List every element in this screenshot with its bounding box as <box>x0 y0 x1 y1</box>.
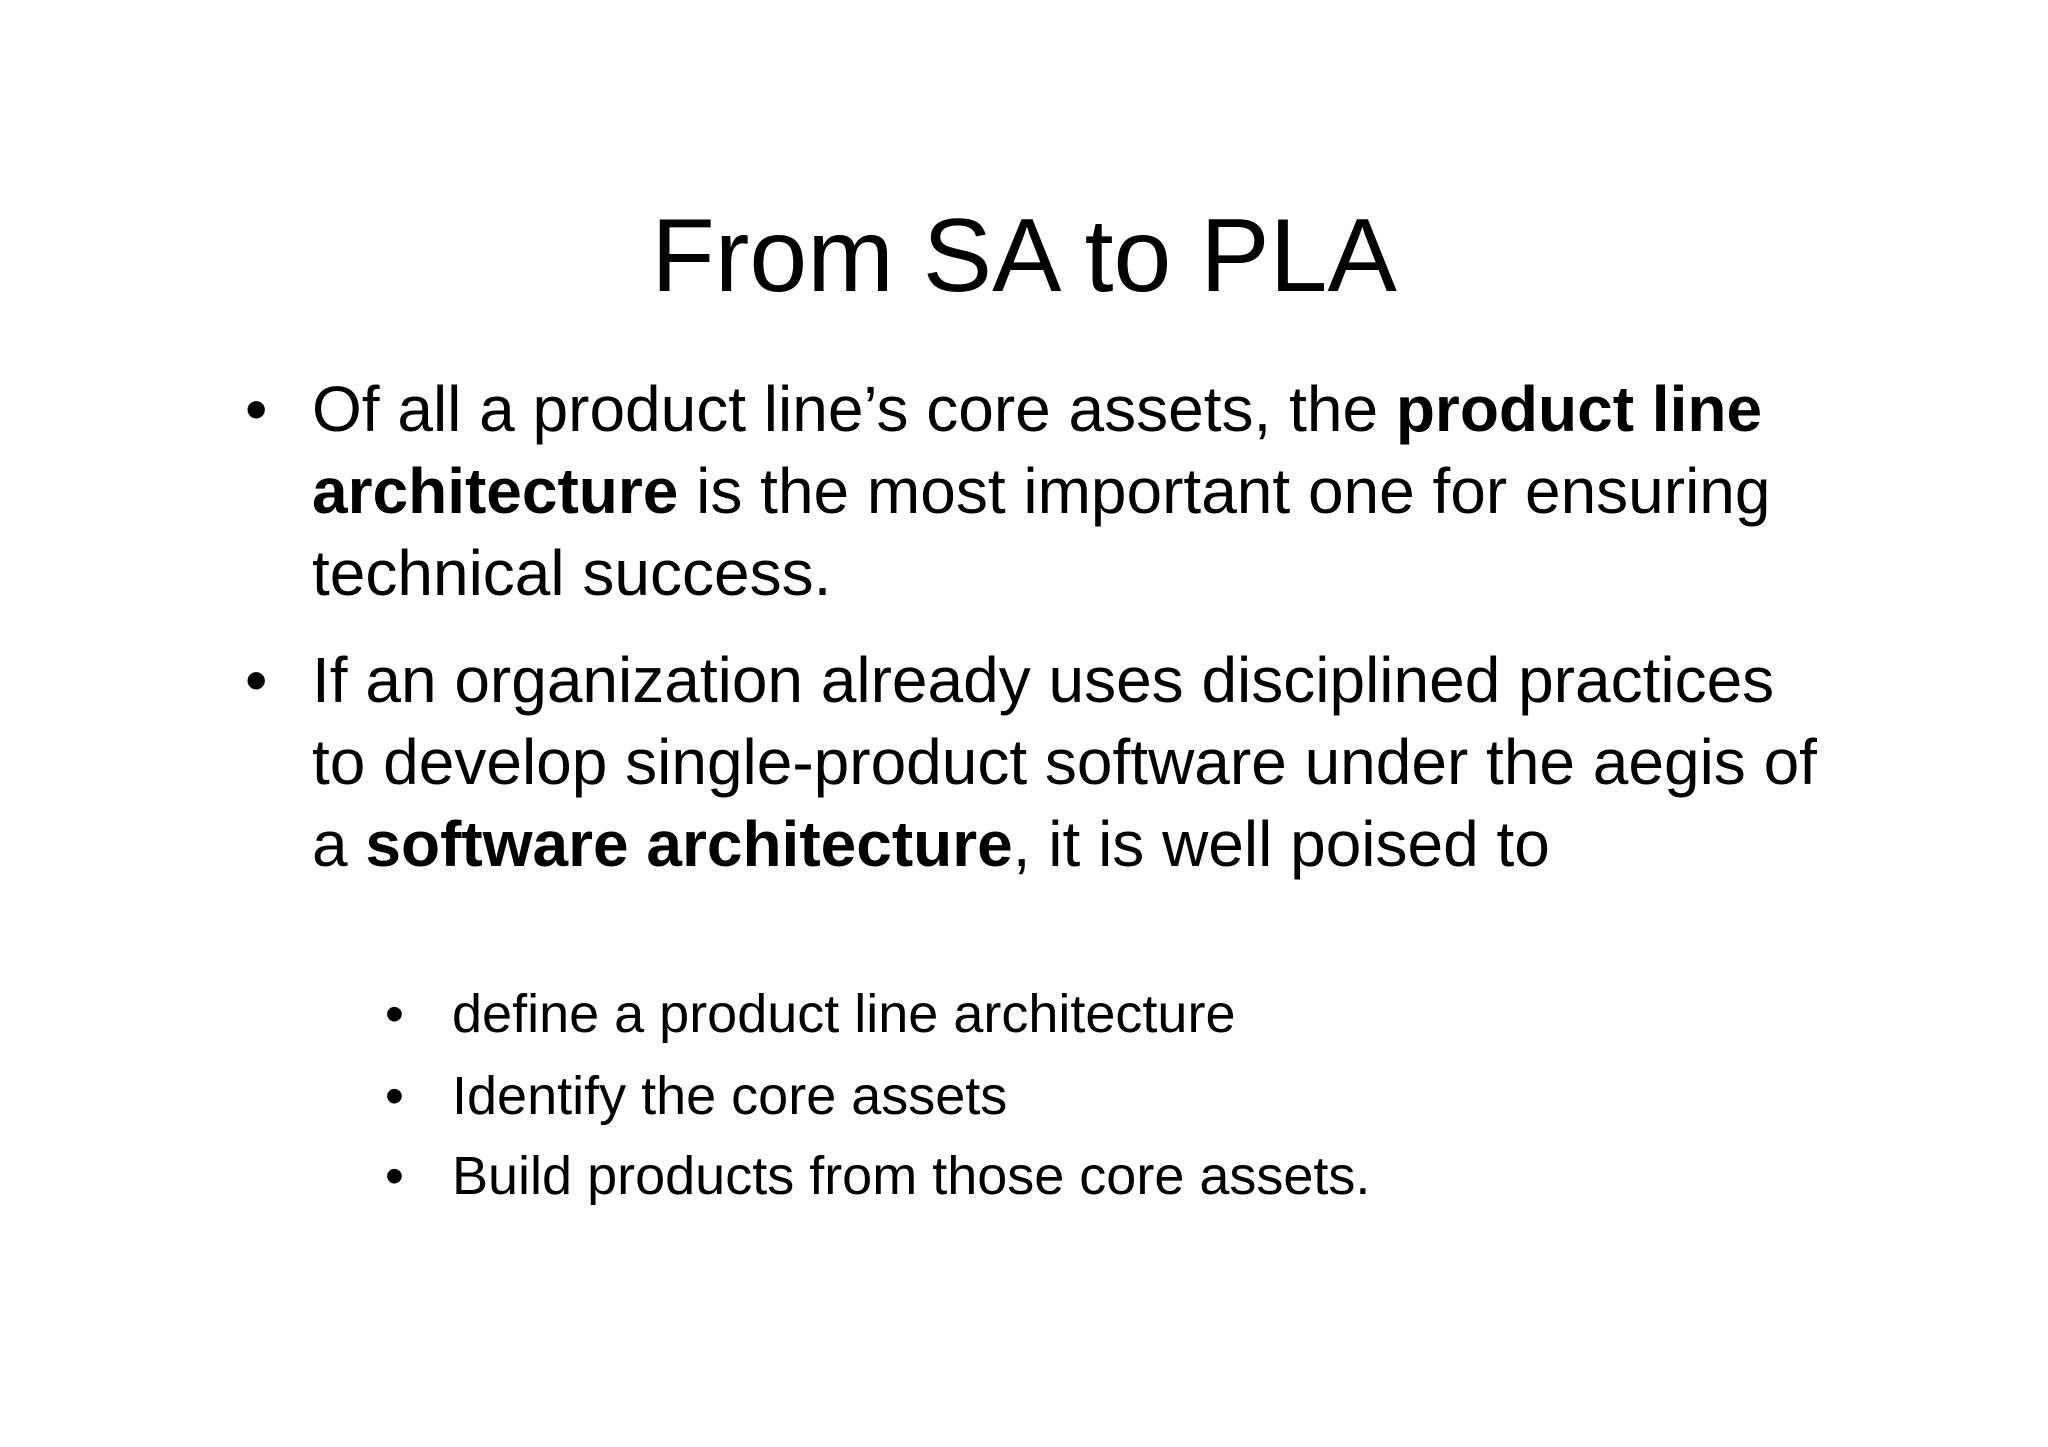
slide-title: From SA to PLA <box>651 198 1397 314</box>
sub-bullet-marker: • <box>385 984 404 1044</box>
bullet-marker: • <box>245 644 268 716</box>
sub-bullet-item: Identify the core assets <box>452 1066 1008 1126</box>
sub-bullet-item: define a product line architecture <box>452 984 1236 1044</box>
sub-bullet-marker: • <box>385 1146 404 1206</box>
bullet-item-organization <box>312 639 1832 885</box>
sub-bullet-item: Build products from those core assets. <box>452 1146 1371 1206</box>
bullet-marker: • <box>245 373 268 445</box>
bullet-bold-text: software architecture <box>365 808 1013 880</box>
bullet-text: is the most important one for ensuring technical success. <box>312 455 1771 609</box>
bullet-text: Of all a product line’s core assets, the <box>312 373 1396 445</box>
bullet-text: If an organization already uses disciplined practices to develop single-product software under the aegis of a <box>312 644 1817 880</box>
bullet-text: , it is well poised to <box>1012 808 1550 880</box>
bullet-bold-text: product line architecture <box>312 373 1763 527</box>
bullet-item-core-assets <box>312 368 1832 614</box>
sub-bullet-marker: • <box>385 1066 404 1126</box>
